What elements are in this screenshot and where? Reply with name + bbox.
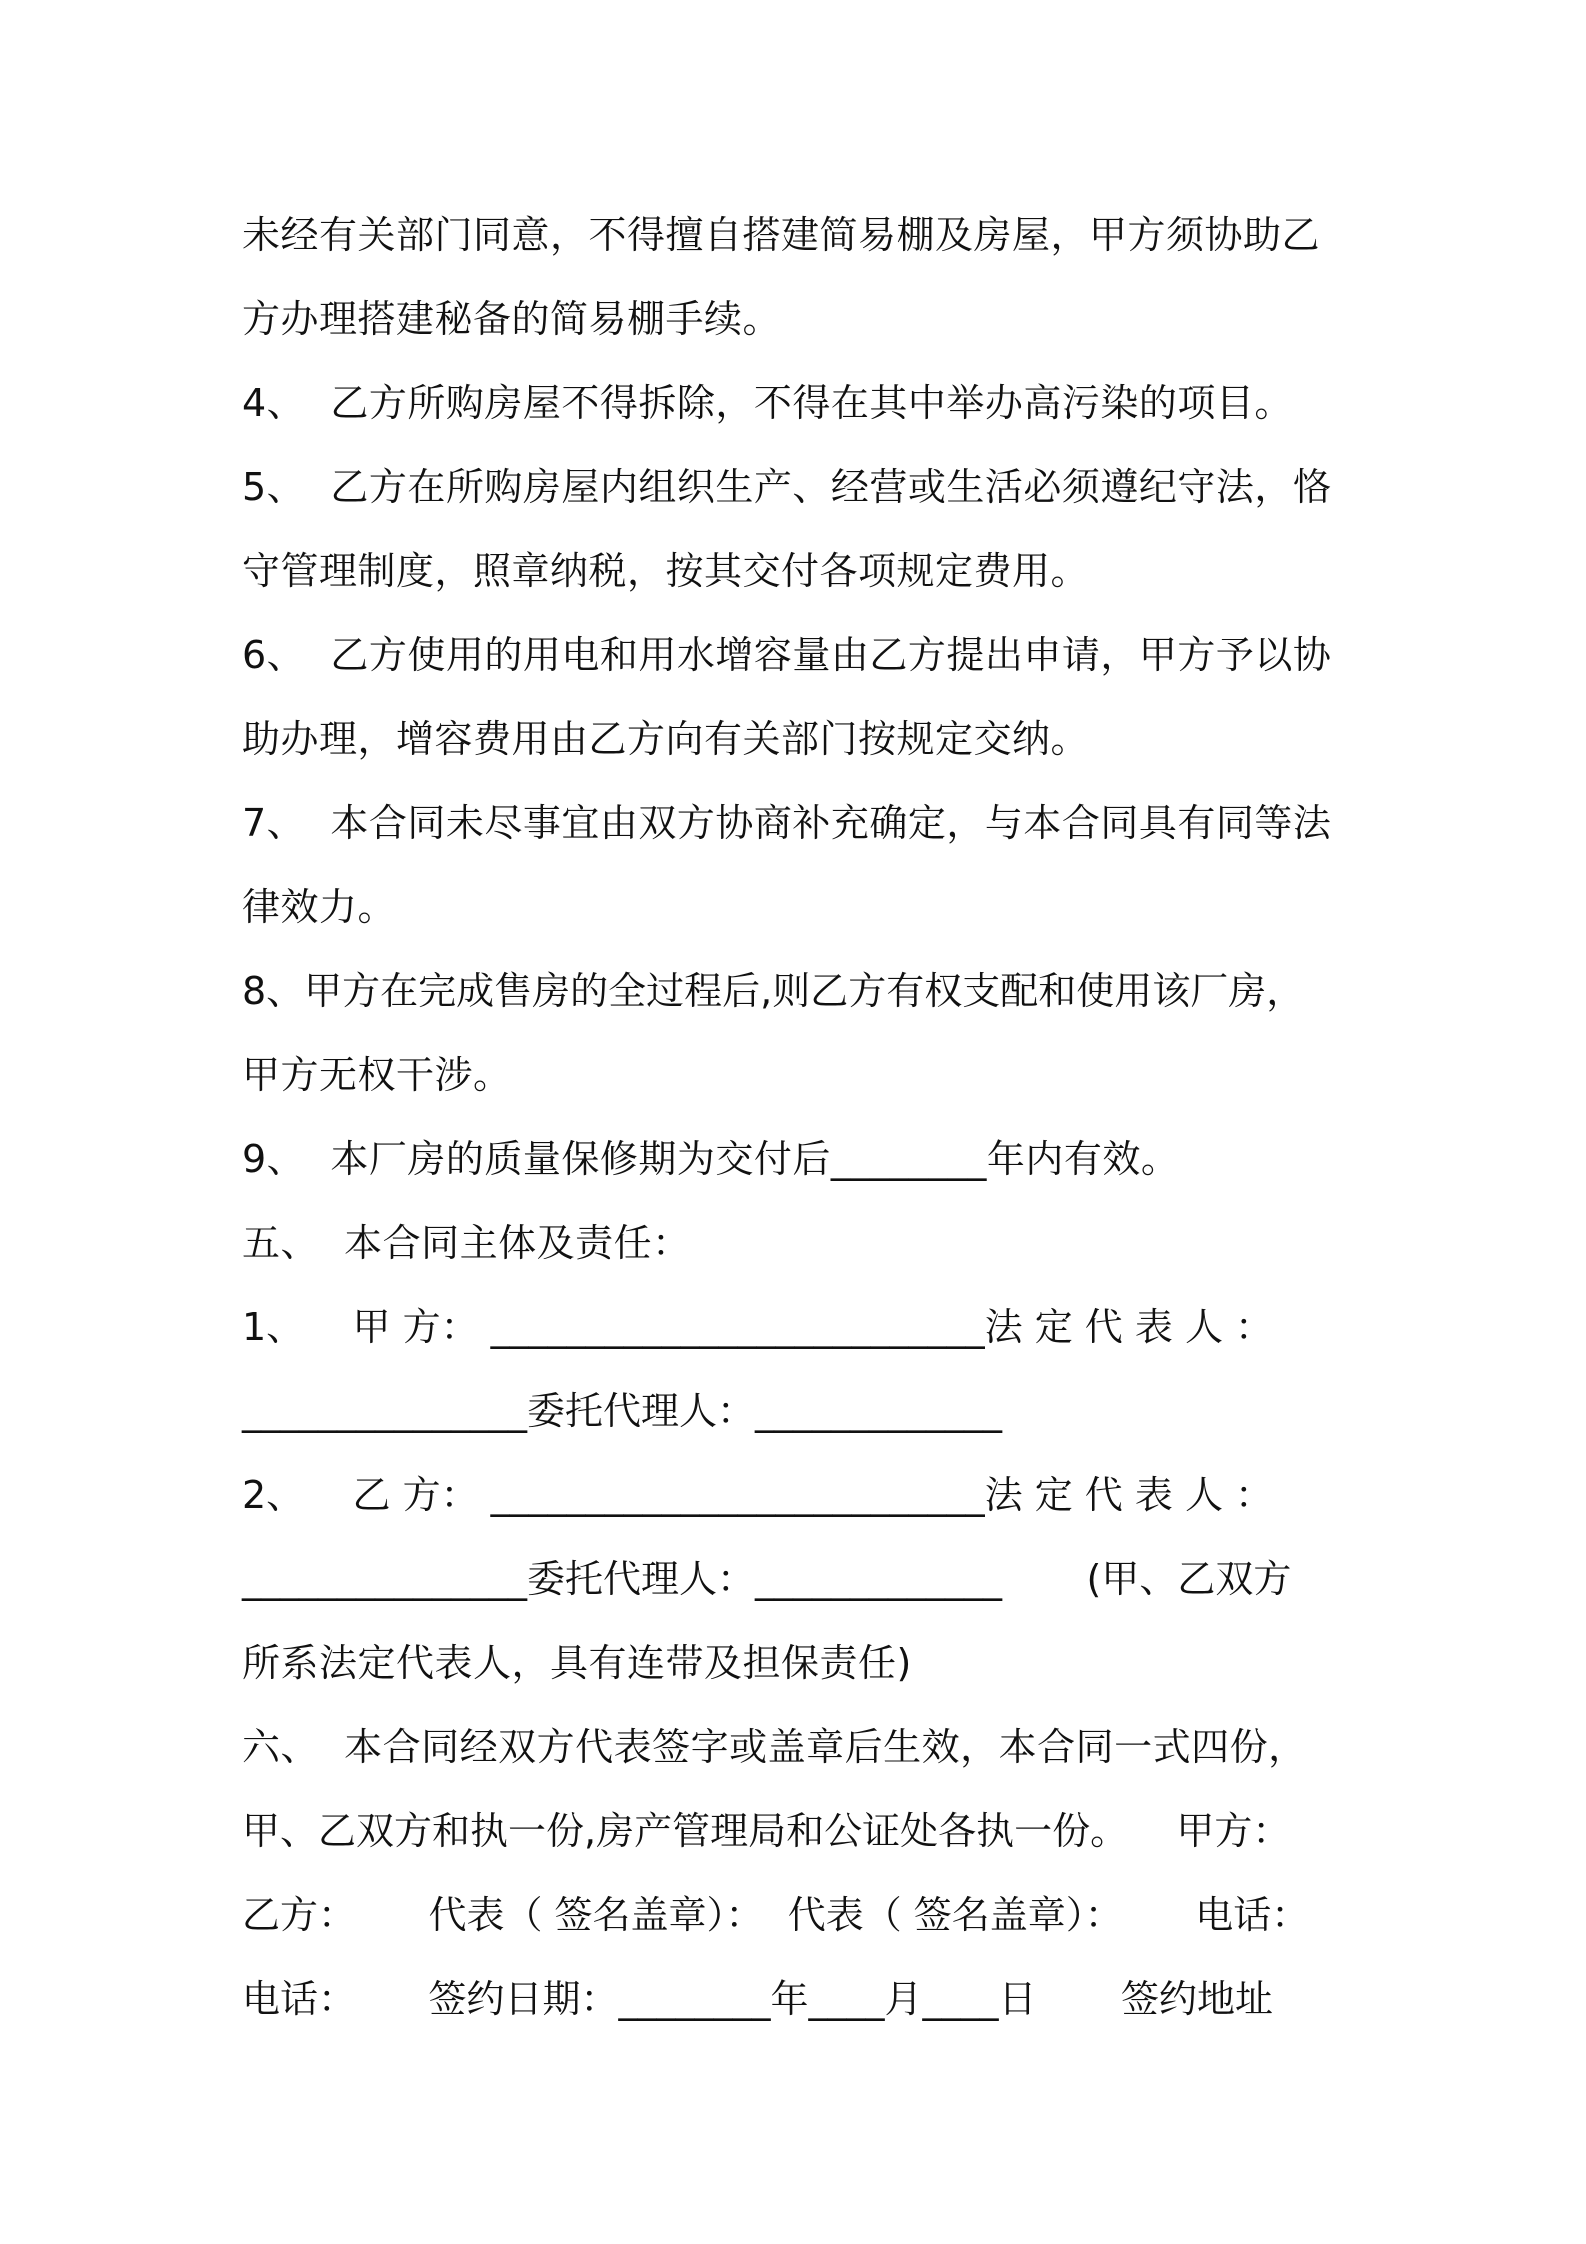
text-line-2: 方办理搭建秘备的简易棚手续。 (242, 297, 782, 341)
party-a-line: 1、 甲 方： __________________________法 定 代 表 人 ： (242, 1305, 1274, 1349)
party-a-agent-line: _______________委托代理人：_____________ (242, 1389, 1003, 1433)
clause-5: 5、 乙方在所购房屋内组织生产、经营或生活必须遵纪守法，恪 (242, 465, 1332, 509)
clause-7: 7、 本合同未尽事宜由双方协商补充确定，与本合同具有同等法 (242, 801, 1332, 845)
clause-9: 9、 本厂房的质量保修期为交付后________年内有效。 (242, 1137, 1180, 1181)
clause-6: 6、 乙方使用的用电和用水增容量由乙方提出申请，甲方予以协 (242, 633, 1332, 677)
date-line: 电话： 签约日期：________年____月____日 签约地址 (242, 1977, 1274, 2021)
signature-line: 乙方： 代表（ 签名盖章）： 代表（ 签名盖章）： 电话： (242, 1893, 1310, 1937)
clause-5-cont: 守管理制度，照章纳税，按其交付各项规定费用。 (242, 549, 1090, 593)
clause-4: 4、 乙方所购房屋不得拆除，不得在其中举办高污染的项目。 (242, 381, 1293, 425)
party-b-agent-line: _______________委托代理人：_____________ (甲、乙双方 (242, 1557, 1292, 1601)
section-5-heading: 五、 本合同主体及责任： (242, 1221, 691, 1265)
clause-7-cont: 律效力。 (242, 885, 397, 929)
clause-8: 8、甲方在完成售房的全过程后,则乙方有权支配和使用该厂房， (242, 969, 1305, 1013)
section-6-cont: 甲、乙双方和执一份,房产管理局和公证处各执一份。 甲方： (242, 1809, 1291, 1853)
clause-6-cont: 助办理，增容费用由乙方向有关部门按规定交纳。 (242, 717, 1090, 761)
party-b-line: 2、 乙 方： __________________________法 定 代 表 人 ： (242, 1473, 1274, 1517)
section-6-heading: 六、 本合同经双方代表签字或盖章后生效，本合同一式四份， (242, 1725, 1307, 1769)
liability-note: 所系法定代表人，具有连带及担保责任) (242, 1641, 912, 1685)
text-line-1: 未经有关部门同意，不得擅自搭建简易棚及房屋，甲方须协助乙 (242, 213, 1321, 257)
clause-8-cont: 甲方无权干涉。 (242, 1053, 512, 1097)
